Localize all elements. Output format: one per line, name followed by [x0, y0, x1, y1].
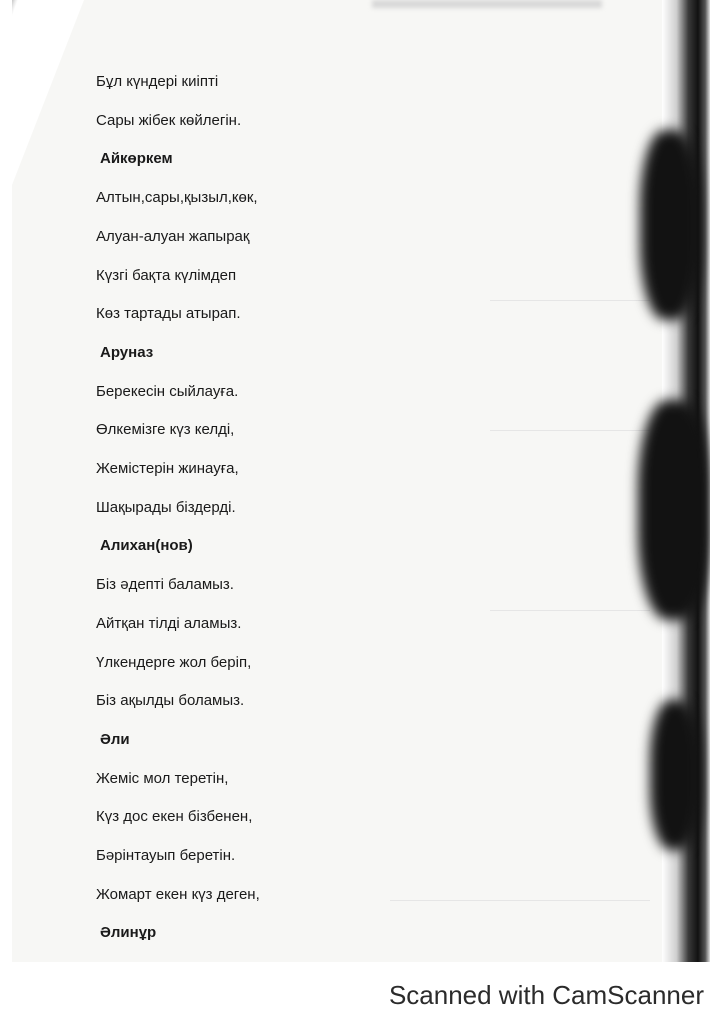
speaker-name: Әли: [100, 731, 130, 748]
poem-line: Көз тартады атырап.: [96, 305, 241, 322]
scanned-page: [12, 0, 710, 962]
poem-line: Біз ақылды боламыз.: [96, 692, 245, 709]
camscanner-watermark: Scanned with CamScanner: [388, 980, 704, 1010]
bleed-through-line: [490, 430, 650, 431]
speaker-name: Айкөркем: [100, 150, 173, 167]
scanner-edge-blot: [640, 130, 700, 320]
folded-corner: [12, 0, 84, 185]
scanner-edge-blot: [650, 700, 700, 850]
poem-line: Алуан-алуан жапырақ: [96, 228, 250, 245]
poem-line: Күз дос екен бізбенен,: [96, 808, 253, 825]
bleed-through-line: [490, 300, 650, 301]
poem-line: Жеміс мол теретін,: [96, 770, 229, 787]
poem-line: Бәрінтауып беретін.: [96, 847, 236, 864]
speaker-name: Алихан(нов): [100, 537, 193, 554]
bleed-through-line: [390, 900, 650, 901]
poem-line: Жомарт екен күз деген,: [96, 886, 260, 903]
speaker-name: Аруназ: [100, 344, 154, 361]
poem-line: Шақырады біздерді.: [96, 499, 236, 516]
scanner-edge-blot: [638, 400, 710, 620]
poem-line: Жемістерін жинауға,: [96, 460, 239, 477]
speaker-name: Әлинұр: [100, 924, 157, 941]
poem-line: Өлкемізге күз келді,: [96, 421, 235, 438]
poem-line: Айтқан тілді аламыз.: [96, 615, 242, 632]
poem-line: Үлкендерге жол беріп,: [96, 654, 252, 671]
poem-line: Сары жібек көйлегін.: [96, 112, 242, 129]
top-smudge: [372, 0, 602, 8]
bleed-through-line: [490, 610, 650, 611]
poem-line: Бұл күндері киіпті: [96, 73, 219, 90]
poem-line: Берекесін сыйлауға.: [96, 383, 239, 400]
poem-line: Күзгі бақта күлімдеп: [96, 267, 237, 284]
poem-line: Алтын,сары,қызыл,көк,: [96, 189, 258, 206]
poem-line: Біз әдепті баламыз.: [96, 576, 234, 593]
